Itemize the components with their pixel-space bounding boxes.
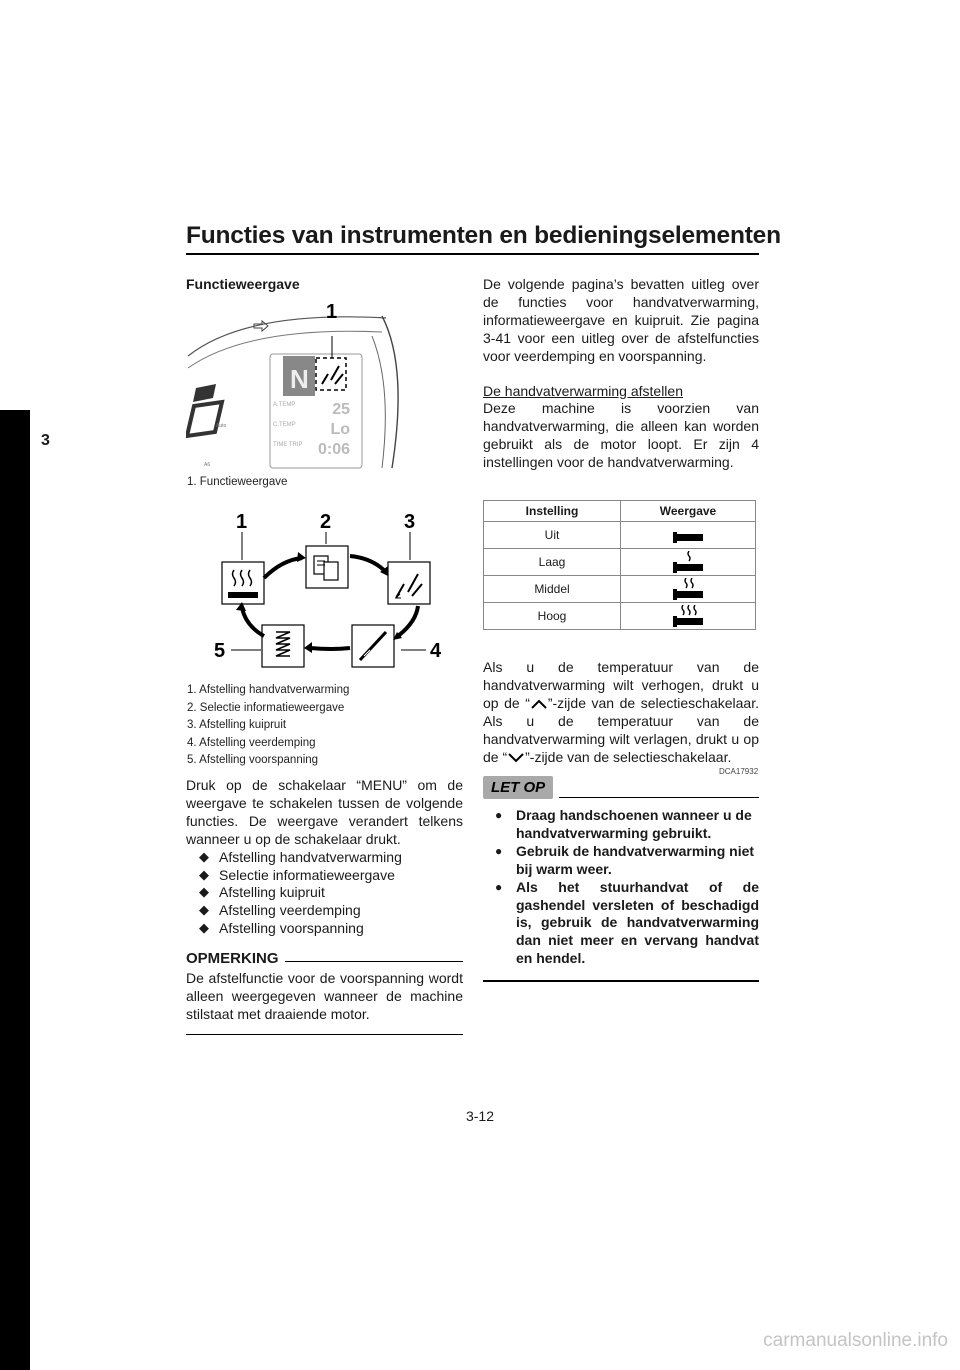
subheading: De handvatverwarming afstellen <box>483 382 683 399</box>
list-item: ● Draag handschoenen wanneer u de handvatverwarming gebruikt. <box>483 807 759 843</box>
note-text: De afstelfunctie voor de voorspanning wordt alleen weergegeven wanneer de machine stilstaat met draaiende motor. <box>186 970 463 1022</box>
list-item: ● Gebruik de handvatverwarming niet bij warm weer. <box>483 843 759 879</box>
list-item: ◆ Afstelling kuipruit <box>186 884 463 902</box>
svg-text:0:06: 0:06 <box>317 441 350 458</box>
left-body <box>186 777 463 938</box>
heater-paragraph: Deze machine is voorzien van handvatverwarming, die alleen kan worden gebruikt als de motor loopt. Er zijn 4 instellingen voor de handvatverwarming. <box>483 400 759 471</box>
page-number: 3-12 <box>465 1108 495 1124</box>
figure-instrument-display <box>186 296 406 472</box>
table-header: Instelling <box>484 501 621 522</box>
caution-label: LET OP <box>483 776 553 799</box>
svg-text:TIME TRIP: TIME TRIP <box>273 442 303 448</box>
instrument-display-drawing <box>186 296 406 472</box>
figure2-captions: 1. Afstelling handvatverwarming 2. Selectie informatieweergave 3. Afstelling kuipruit 4. Afstelling veerdemping 5. Afstelling voorspanning <box>187 684 350 767</box>
chapter-tab <box>0 410 30 1370</box>
caution-list <box>483 807 759 968</box>
svg-text:A6: A6 <box>204 462 211 468</box>
chapter-number: 3 <box>41 432 50 449</box>
svg-text:C.TEMP: C.TEMP <box>273 422 296 428</box>
cycle-number-1: 1 <box>236 511 248 533</box>
cycle-number-3: 3 <box>404 511 416 533</box>
chevron-down-icon <box>507 753 525 763</box>
intro-paragraph: De volgende pagina’s bevatten uitleg over de functies voor handvatverwarming, informatieweergave en kuipruit. Zie pagina 3-41 voor een uitleg over de afstelfuncties voor veerdemping en voorspanning. <box>483 276 759 364</box>
list-item: ◆ Selectie informatieweergave <box>186 867 463 885</box>
caution-box <box>483 776 759 982</box>
svg-text:Lo: Lo <box>330 421 350 438</box>
list-item: ◆ Afstelling voorspanning <box>186 920 463 938</box>
preload-function-icon <box>262 625 304 667</box>
svg-text:25: 25 <box>332 401 350 418</box>
figure-function-cycle <box>186 500 446 680</box>
function-list <box>186 849 463 939</box>
windshield-function-icon <box>388 562 430 604</box>
note-box <box>186 950 463 1035</box>
menu-paragraph: Druk op de schakelaar “MENU” om de weergave te schakelen tussen de volgende functies. De weergave verandert telkens wanneer u op de schakelaar drukt. <box>186 777 463 847</box>
grip-mid-icon <box>621 576 756 603</box>
damping-function-icon <box>352 625 394 667</box>
svg-text:A.TEMP: A.TEMP <box>273 402 296 408</box>
header-rule <box>186 253 759 255</box>
table-row: Uit <box>484 522 756 549</box>
figure1-caption: 1. Functieweergave <box>187 476 288 488</box>
table-row: Laag <box>484 549 756 576</box>
grip-high-icon <box>621 603 756 630</box>
list-item: ● Als het stuurhandvat of de gashendel versleten of beschadigd is, gebruik de handvatverwarming dan niet meer en vervang handvat en hendel. <box>483 879 759 969</box>
section-title: Functieweergave <box>186 276 300 292</box>
cycle-number-5: 5 <box>214 640 226 662</box>
list-item: ◆ Afstelling handvatverwarming <box>186 849 463 867</box>
right-body <box>483 276 759 472</box>
gear-indicator: N <box>290 364 309 394</box>
caution-code: DCA17932 <box>719 767 759 776</box>
grip-off-icon <box>621 522 756 549</box>
chevron-up-icon <box>530 699 548 709</box>
windshield-icon <box>322 366 343 384</box>
heater-settings-table <box>483 500 756 630</box>
grip-low-icon <box>621 549 756 576</box>
grip-warmer-function-icon <box>222 562 264 604</box>
table-row: Hoog <box>484 603 756 630</box>
list-item: ◆ Afstelling veerdemping <box>186 902 463 920</box>
note-label: OPMERKING <box>186 950 279 967</box>
figure1-callout: 1 <box>326 301 338 323</box>
info-display-function-icon <box>306 546 348 588</box>
watermark: carmanualsonline.info <box>763 1330 948 1351</box>
page-header-title: Functies van instrumenten en bedieningselementen <box>186 222 781 249</box>
cycle-number-4: 4 <box>430 640 442 662</box>
temperature-paragraph: Als u de temperatuur van de handvatverwarming wilt verhogen, drukt u op de “ ”-zijde van de selectieschakelaar. Als u de temperatuur van de handvatverwarming wilt verlagen, drukt u op de “ ”-zijde van de selectieschakelaar. <box>483 659 759 765</box>
table-header: Weergave <box>621 501 756 522</box>
cycle-number-2: 2 <box>320 511 332 533</box>
table-row: Middel <box>484 576 756 603</box>
svg-text:Auto: Auto <box>216 423 227 429</box>
